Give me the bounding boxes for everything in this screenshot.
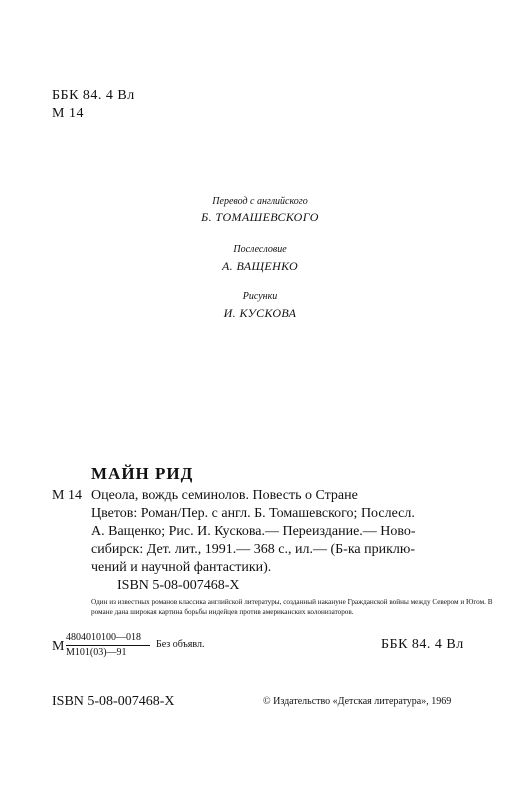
bbk-code: ББК 84. 4 Вл	[52, 88, 135, 103]
price-note: Без объявл.	[156, 639, 205, 650]
index-letter: М	[52, 639, 65, 654]
copyright: © Издательство «Детская литература», 1969	[263, 696, 452, 707]
description-line: А. Ващенко; Рис. И. Кускова.— Переиздание.— Ново-	[91, 524, 416, 539]
translator-name: Б. ТОМАШЕВСКОГО	[201, 210, 319, 224]
catalog-bbk: ББК 84. 4 Вл	[381, 637, 464, 652]
description-line: Оцеола, вождь семинолов. Повесть о Стране	[91, 488, 358, 503]
catalog-author: МАЙН РИД	[91, 464, 194, 483]
description-line: Цветов: Роман/Пер. с англ. Б. Томашевского; Послесл.	[91, 506, 415, 521]
description-line: чений и научной фантастики).	[91, 560, 272, 575]
catalog-author-mark: М 14	[52, 488, 82, 503]
illustrator-name: И. КУСКОВА	[223, 306, 297, 320]
index-numerator: 4804010100—018	[66, 632, 141, 643]
illustrations-label: Рисунки	[242, 291, 278, 302]
annotation: Один из известных романов классика английской литературы, созданный накануне Гражданской войны между Севером и Югом. В романе дана широкая картина борьбы индейцев против американских колонизаторов.	[91, 598, 493, 616]
index-denominator: М101(03)—91	[66, 647, 127, 658]
fraction-bar	[66, 645, 150, 646]
catalog-isbn: ISBN 5-08-007468-X	[117, 578, 240, 593]
footer-isbn: ISBN 5-08-007468-X	[52, 694, 175, 709]
afterword-label: Послесловие	[233, 244, 287, 255]
afterword-author: А. ВАЩЕНКО	[221, 259, 299, 273]
author-mark: М 14	[52, 106, 84, 121]
translator-label: Перевод с английского	[212, 196, 308, 207]
description-line: сибирск: Дет. лит., 1991.— 368 с., ил.— (Б-ка приклю-	[91, 542, 416, 557]
